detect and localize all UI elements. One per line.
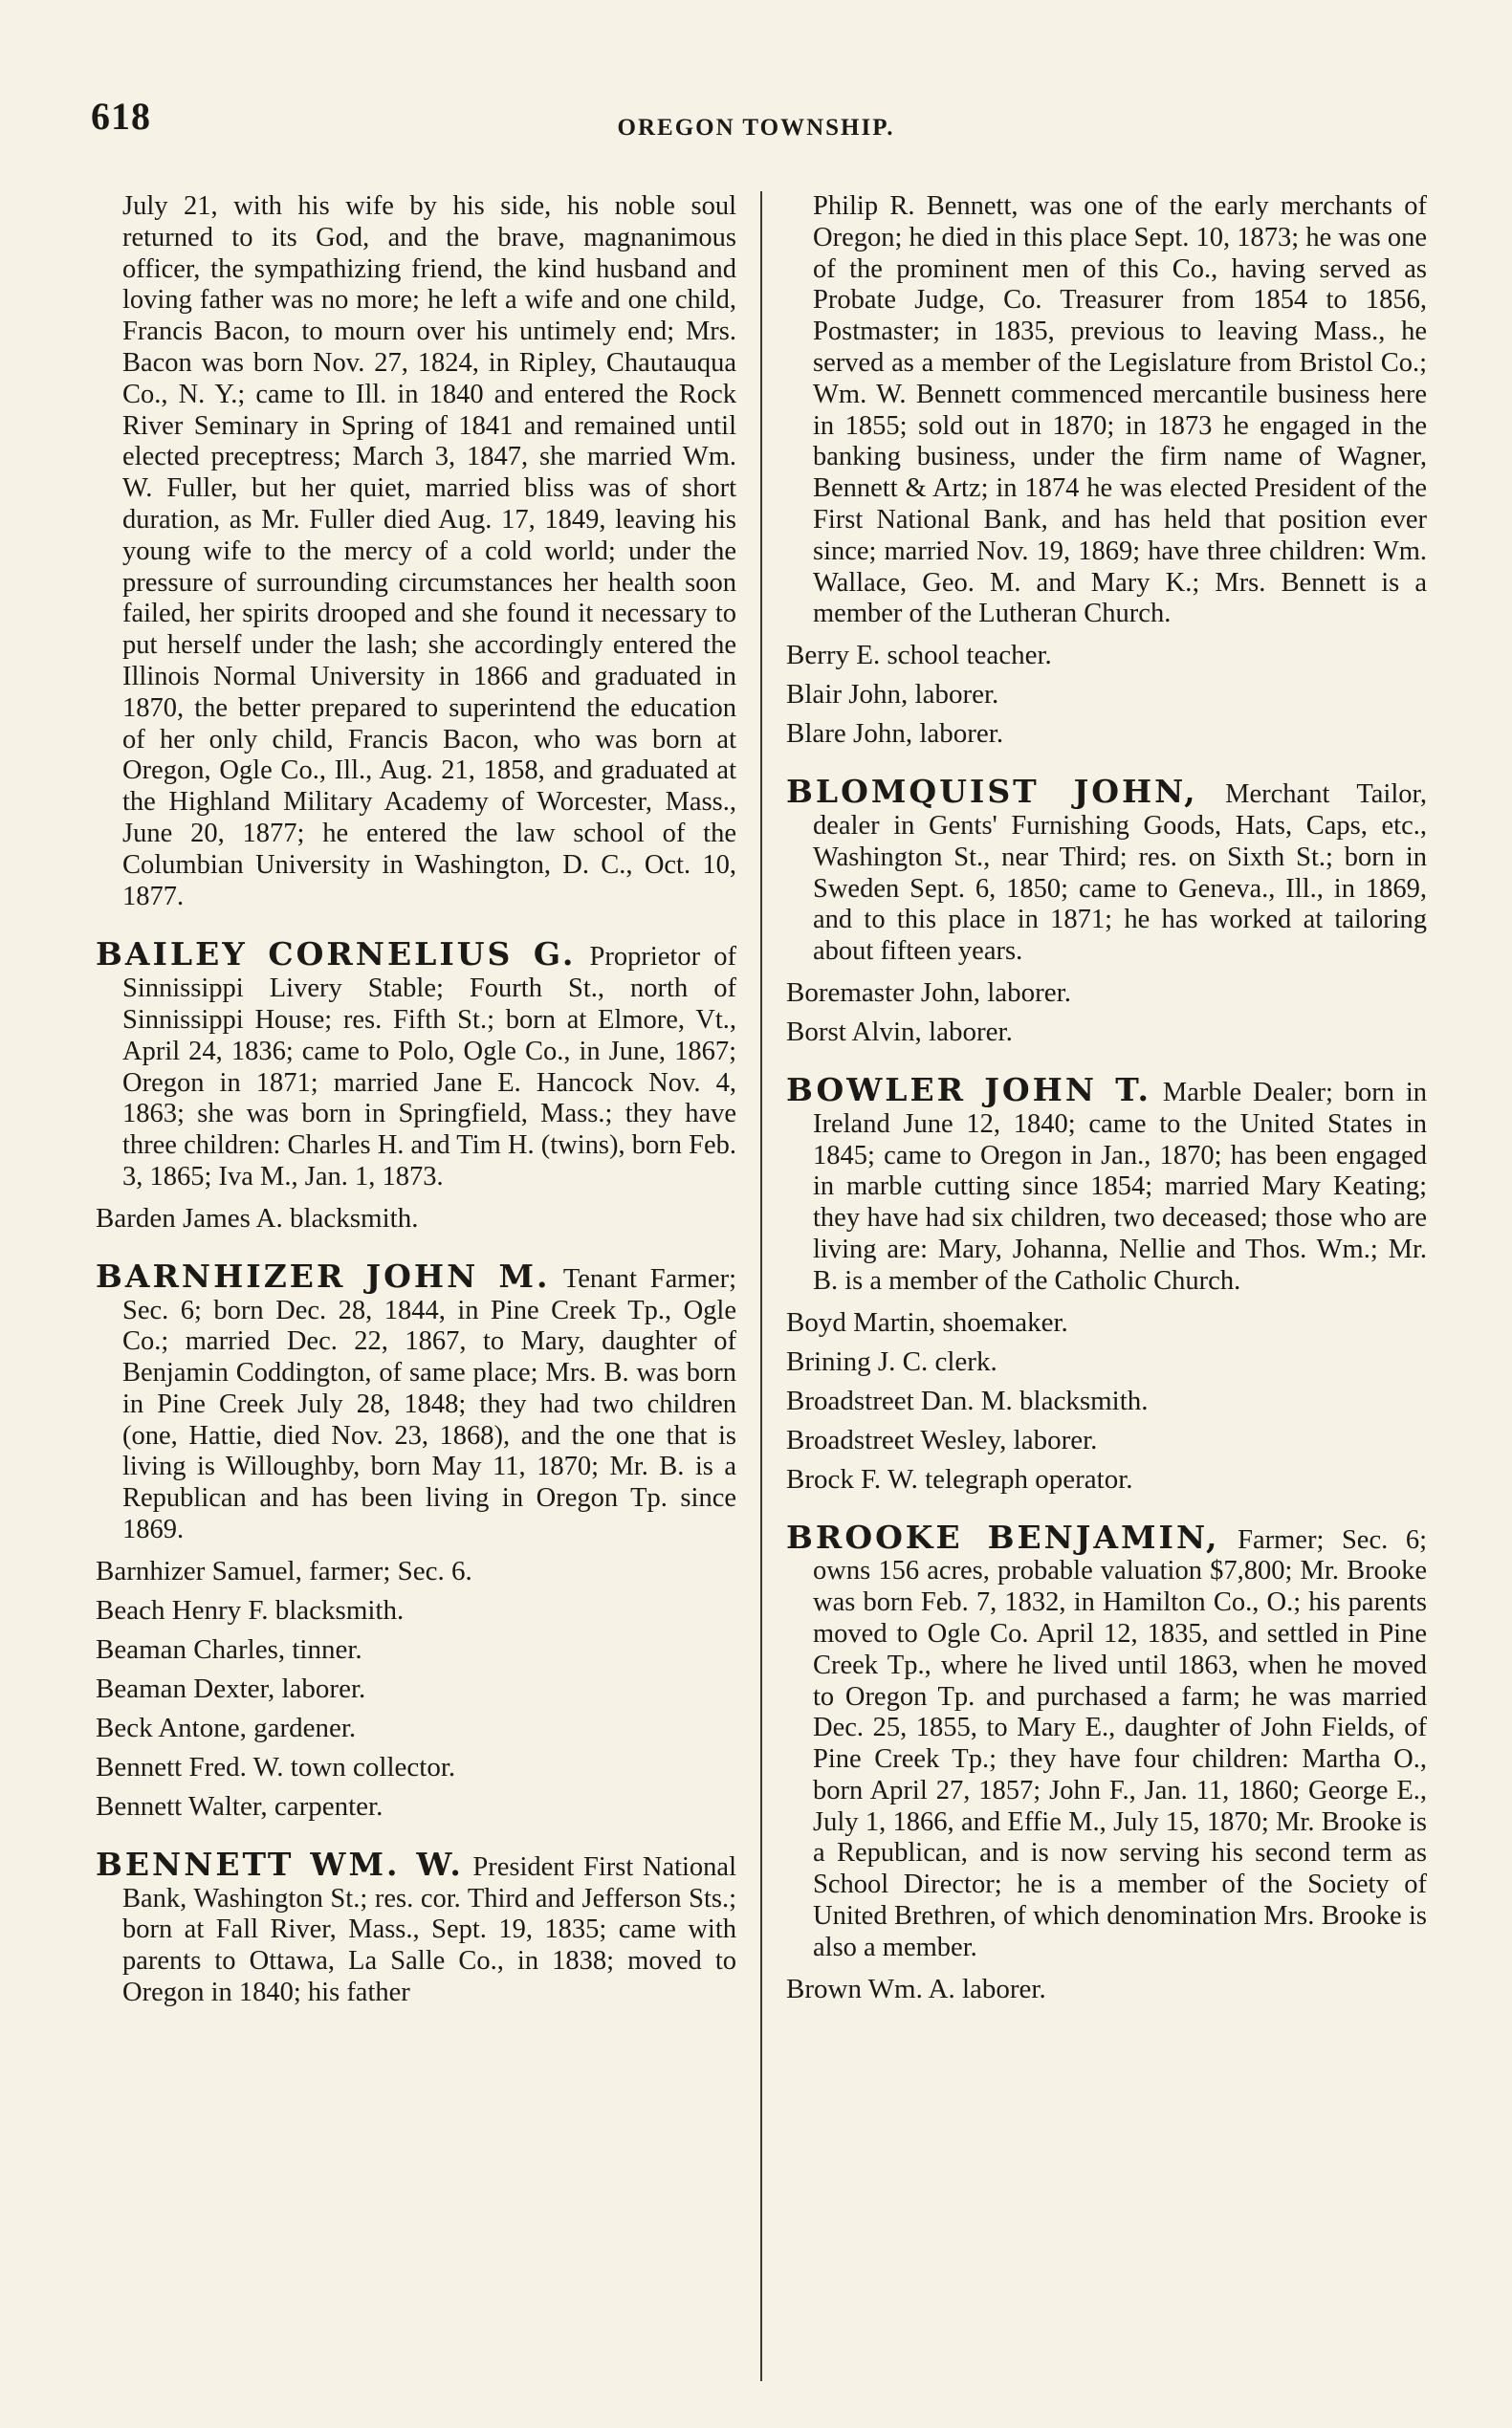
directory-entry [786, 1463, 1427, 1496]
biography-entry [786, 1070, 1427, 1298]
entry-name: BAILEY CORNELIUS G. [96, 935, 577, 973]
entry-text: Berry E. school teacher. [786, 640, 1052, 671]
entry-text: Barnhizer Samuel, farmer; Sec. 6. [96, 1555, 472, 1586]
page-number: 618 [91, 95, 151, 138]
directory-entry [786, 1306, 1427, 1339]
entry-name: BOWLER JOHN T. [786, 1070, 1152, 1108]
directory-entry [96, 1202, 736, 1235]
entry-text: Proprietor of Sinnissippi Livery Stable; Fourth St., north of Sinnissippi House; res. Fifth St.; born at Elmore, Vt., April 24, 1836; came to Polo, Ogle Co., in June, 1867; Oregon in 1871; married Jane E. Hancock Nov. 4, 1863; she was born in Springfield, Mass.; they have three children: Charles H. and Tim H. (twins), born Feb. 3, 1865; Iva M., Jan. 1, 1873. [122, 942, 736, 1192]
entry-text: Bennett Fred. W. town collector. [96, 1751, 456, 1783]
entry-name: BENNETT WM. W. [96, 1845, 464, 1883]
directory-entry [786, 639, 1427, 671]
entry-text: Broadstreet Wesley, laborer. [786, 1424, 1098, 1455]
continued-entry [786, 191, 1427, 630]
entry-text: Brining J. C. clerk. [786, 1345, 997, 1377]
right-column [786, 191, 1427, 2012]
directory-entry [786, 976, 1427, 1009]
entry-text: Beaman Charles, tinner. [96, 1633, 362, 1665]
entry-name: BLOMQUIST JOHN, [786, 773, 1198, 811]
entry-text: Borst Alvin, laborer. [786, 1016, 1013, 1047]
entry-text: Beaman Dexter, laborer. [96, 1673, 366, 1704]
entry-text: Beck Antone, gardener. [96, 1712, 357, 1743]
directory-entry [786, 717, 1427, 750]
entry-text: Marble Dealer; born in Ireland June 12, 1840; came to the United States in 1845; came to Oregon in Jan., 1870; has been engaged in marble cutting since 1854; married Mary Keating; they have had six children, two deceased; those who are living are: Mary, Johanna, Nellie and Thos. Wm.; Mr. B. is a member of the Catholic Church. [813, 1077, 1427, 1296]
entry-text: Barden James A. blacksmith. [96, 1202, 419, 1234]
entry-text: Bennett Walter, carpenter. [96, 1790, 383, 1822]
directory-entry [786, 1345, 1427, 1378]
running-head: OREGON TOWNSHIP. [617, 115, 895, 141]
directory-entry [96, 1751, 736, 1783]
directory-entry [96, 1633, 736, 1666]
directory-entry [786, 678, 1427, 711]
entry-text: President First National Bank, Washington St.; res. cor. Third and Jefferson Sts.; born at Fall River, Mass., Sept. 19, 1835; came with parents to Ottawa, La Salle Co., in 1838; moved to Oregon in 1840; his father [122, 1851, 736, 2008]
directory-entry [96, 1594, 736, 1627]
directory-entry [96, 1712, 736, 1744]
entry-text: July 21, with his wife by his side, his noble soul returned to its God, and the brave, magnanimous officer, the sympathizing friend, the kind husband and loving father was no more; he left a wife and one child, Francis Bacon, to mourn over his untimely end; Mrs. Bacon was born Nov. 27, 1824, in Ripley, Chautauqua Co., N. Y.; came to Ill. in 1840 and entered the Rock River Seminary in Spring of 1841 and remained until elected preceptress; March 3, 1847, she married Wm. W. Fuller, but her quiet, married bliss was of short duration, as Mr. Fuller died Aug. 17, 1849, leaving his young wife to the mercy of a cold world; under the pressure of surrounding circumstances her health soon failed, her spirits drooped and she found it necessary to put herself under the lash; she accordingly entered the Illinois Normal University in 1866 and graduated in 1870, the better prepared to superintend the education of her only child, Francis Bacon, who was born at Oregon, Ogle Co., Ill., Aug. 21, 1858, and graduated at the Highland Military Academy of Worcester, Mass., June 20, 1877; he entered the law school of the Columbian University in Washington, D. C., Oct. 10, 1877. [122, 191, 736, 911]
entry-text: Blair John, laborer. [786, 679, 999, 711]
entry-text: Tenant Farmer; Sec. 6; born Dec. 28, 1844, in Pine Creek Tp., Ogle Co.; married Dec. 22, 1867, to Mary, daughter of Benjamin Coddington, of same place; Mrs. B. was born in Pine Creek July 28, 1848; they had two children (one, Hattie, died Nov. 23, 1868), and the one that is living is Willoughby, born May 11, 1870; Mr. B. is a Republican and has been living in Oregon Tp. since 1869. [122, 1263, 736, 1545]
biography-entry [96, 1257, 736, 1546]
directory-entry [96, 1673, 736, 1705]
left-column [96, 191, 736, 2018]
entry-text: Boyd Martin, shoemaker. [786, 1306, 1068, 1338]
directory-entry [786, 1973, 1427, 2005]
directory-entry [786, 1385, 1427, 1417]
biography-entry [96, 935, 736, 1192]
biography-entry [96, 1845, 736, 2009]
biography-entry [786, 773, 1427, 968]
entry-text: Blare John, laborer. [786, 718, 1004, 750]
directory-entry [786, 1016, 1427, 1048]
entry-name: BROOKE BENJAMIN, [786, 1518, 1220, 1556]
entry-text: Broadstreet Dan. M. blacksmith. [786, 1385, 1149, 1416]
entry-text: Farmer; Sec. 6; owns 156 acres, probable valuation $7,800; Mr. Brooke was born Feb. 7, 1832, in Hamilton Co., O.; his parents moved to Ogle Co. April 12, 1835, and settled in Pine Creek Tp., where he lived until 1863, when he moved to Oregon Tp. and purchased a farm; he was married Dec. 25, 1855, to Mary E., daughter of John Fields, of Pine Creek Tp.; they have four children: Martha O., born April 27, 1857; John F., Jan. 11, 1860; George E., July 1, 1866, and Effie M., July 15, 1870; Mr. Brooke is a Republican, and is now serving his second term as School Director; he is a member of the Society of United Brethren, of which denomination Mrs. Brooke is also a member. [813, 1524, 1427, 1962]
continued-entry [96, 191, 736, 912]
entry-text: Merchant Tailor, dealer in Gents' Furnishing Goods, Hats, Caps, etc., Washington St., near Third; res. on Sixth St.; born in Sweden Sept. 6, 1850; came to Geneva., Ill., in 1869, and to this place in 1871; he has worked at tailoring about fifteen years. [813, 779, 1427, 967]
column-divider [760, 191, 762, 2381]
directory-entry [96, 1555, 736, 1587]
directory-entry [96, 1790, 736, 1823]
biography-entry [786, 1518, 1427, 1964]
entry-text: Brown Wm. A. laborer. [786, 1973, 1046, 2004]
entry-text: Boremaster John, laborer. [786, 976, 1071, 1008]
directory-entry [786, 1424, 1427, 1456]
entry-text: Beach Henry F. blacksmith. [96, 1594, 405, 1626]
entry-text: Brock F. W. telegraph operator. [786, 1463, 1133, 1495]
entry-name: BARNHIZER JOHN M. [96, 1257, 551, 1295]
entry-text: Philip R. Bennett, was one of the early merchants of Oregon; he died in this place Sept. 10, 1873; he was one of the prominent men of this Co., having served as Probate Judge, Co. Treasurer from 1854 to 1856, Postmaster; in 1835, previous to leaving Mass., he served as a member of the Legislature from Bristol Co.; Wm. W. Bennett commenced mercantile business here in 1855; sold out in 1870; in 1873 he engaged in the banking business, under the firm name of Wagner, Bennett & Artz; in 1874 he was elected President of the First National Bank, and has held that position ever since; married Nov. 19, 1869; have three children: Wm. Wallace, Geo. M. and Mary K.; Mrs. Bennett is a member of the Lutheran Church. [813, 191, 1427, 629]
